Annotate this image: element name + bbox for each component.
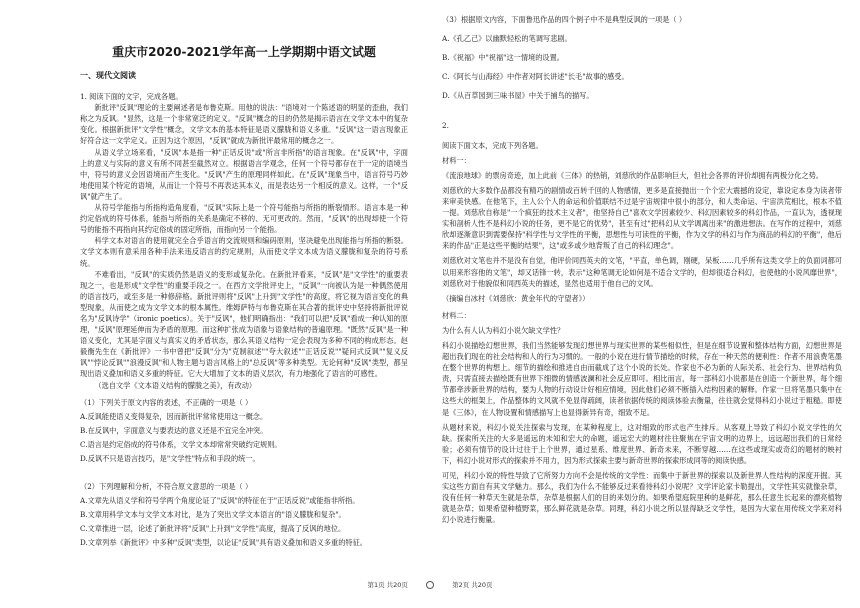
footer-page-left: 第1页 共20页 (367, 581, 408, 589)
circle-icon (426, 581, 434, 589)
document-title: 重庆市2020-2021学年高一上学期期中语文试题 (112, 45, 376, 59)
material-paragraph: 科幻小说描绘幻想世界，我们当然能够发现幻想世界与现实世界的某些相似性，但是在细节设置和整体结构方面，幻想世界是超出我们现在的社会结构和人的行为习惯的。一般的小说在进行情节描绘的时候，存在一种天然的便利性：作者不用浪费笔墨在整个世界的构想上。细节的描绘和推进自由而截成了这个小说的长处。作家也不必为新的人际关系、社会行为、世界结构负责，只需直接去描绘既有世界下细微的情感波澜和社会反应即可。相比而言，每一部科幻小说都是在创造一个新世界，每个细节都牵涉新世界的结构，要为人物的行动设计好相应情境，因此他们必须不断插入结构因素的解释。作家一旦将笔墨只集中在这些大的框架上，作品整体的文风就不免显得疏阔，读者依据传统的阅读体验去衡量，往往就会觉得科幻小说过于粗糙。即使是《三体》，在人物设置和情感描写上也显得新异有奇，细致不足。 (442, 340, 842, 417)
option-d: D.反讽不只是语言技巧，是"文学性"特点和手段的统一。 (80, 454, 260, 463)
option-d: D.文章列举《新批评》中多种"反讽"类型，以论证"反讽"具有语义叠加和语义多重的特征。 (80, 538, 367, 548)
material-paragraph: 《流浪地球》的票房奇迹，加上此前《三体》的热销，刘慈欣的作品影响巨大，但社会各界的评价却拥有两极分化之势。 (442, 170, 823, 180)
passage-source: （选自文学《文本语义结构的朦胧之美》，有改动） (94, 380, 257, 390)
material-source: （摘编自冰村《刘慈欣：黄金年代的守望者》） (442, 293, 590, 303)
option-a: A.《孔乙己》以幽默轻松的笔调写悲剧。 (442, 34, 572, 44)
passage-paragraph: 从语义学立场来看，"反讽"本是指一种"正话反说"或"所言非所指"的语言现象。在"反讽"中，字面上的意义与实际的意义有所不同甚至截然对立。根据语言学观念，任何一个符号都存在于一定的语境当中，符号的意义会因语境而产生变化。"反讽"产生的原理同样如此。在"反讽"现象当中，语言符号巧妙地使用某个特定的语境，从而让一个符号不再表达其本义，而是表达另一个相反的意义。这样，一个"反讽"就产生了。 (80, 147, 408, 201)
option-c: C.语言是约定俗成的符号体系，文学文本却常常突破约定规则。 (80, 439, 282, 449)
page-footer (0, 580, 860, 589)
option-c: C.文章推进一层，论述了新批评将"反讽"上升到"文学性"高度，提高了反讽的地位。 (80, 524, 346, 534)
option-c: C.《阿长与山海经》中作者对阿长讲述"长毛"故事的感受。 (442, 72, 629, 82)
material-paragraph: 可见，科幻小说的特性导致了它所努力方向不会是传统的文学性：而集中于新世界的探索以及新世界人性结构的深度开掘。其实这些方面自有其文学魅力。那么，我们为什么不能够反过来看待科幻小说呢？文学评论家卡勒提出，文学性其实就像杂草，没有任何一种草天生就是杂草，杂草是根据人们的目的来划分的。如果希望庭院里种的是鲜花，那么任意生长起来的漂亮植物就是杂草；如果希望种植野菜，那么鲜花就是杂草。同理，科幻小说之所以显得缺乏文学性，是因为大家在用传统文学来对科幻小说进行衡量。 (442, 471, 842, 525)
question-2-number: 2. (442, 121, 449, 131)
sub-question-2: （2）下列理解和分析，不符合原文意思的一项是（ ） (80, 482, 253, 492)
material-1-label: 材料一： (442, 155, 471, 165)
material-paragraph: 刘慈欣的大多数作品都没有精巧的剧情或百转千回的人物感情，更多是直接抛出一个个宏大震撼的设定，靠设定本身为读者带来审美快感。在他笔下，主人公个人的命运和价值联结不过是宇宙规律中很小的部分，和人类命运、宇宙洪荒相比，根本不值一提。刘慈欣自称是"一个疯狂的技术主义者"，他坚持自己"喜欢文学因素较少、科幻因素较多的科幻作品，一直认为，透视现实和剖析人性不是科幻小说的任务，更不是它的优势"，甚至有过"把科幻从文学调离出来"的激进想法。在写作的过程中，刘慈欣却逐渐意识到需要保持"科学性与文学性的平衡，思想性与可读性的平衡，作为文学的科幻与作为商品的科幻的平衡"，他后来的作品"正是这些平衡的结果"，这"或多或少地背叛了自己的科幻理念"。 (442, 185, 842, 251)
section-heading: 一、现代文阅读 (80, 71, 136, 80)
sub-question-1: （1）下列关于原文内容的表述，不正确的一项是（ ） (80, 397, 253, 407)
material-2-question: 为什么有人认为科幻小说欠缺文学性？ (442, 325, 565, 335)
footer-page-right: 第2页 共20页 (452, 581, 493, 589)
option-a: A.反讽能使语义变得复杂，因而新批评常常使用这一概念。 (80, 411, 268, 421)
question-1-intro: 1. 阅读下面的文字，完成各题。 (80, 92, 183, 102)
option-d: D.《从百草园到三味书屋》中关于捕鸟的描写。 (442, 91, 594, 101)
sub-question-3: （3）根据原文内容，下面鲁迅作品的四个例子中不是典型反讽的一项是（ ） (442, 15, 687, 24)
option-b: B.《祝福》中"祝福"这一情境的设置。 (442, 53, 564, 63)
question-2-intro: 阅读下面文本，完成下列各题。 (442, 140, 543, 150)
material-paragraph: 刘慈欣对文笔也并不是没有自觉，他评价同西英夫的文笔，"平直，单色调，刚硬，呆板……几乎所有这类文学上的负面词都可以用来形容他的文笔"，却又话锋一转，表示"这种笔调无论如何是不适合文学的，但却很适合科幻，也使他的小说风靡世界"，刘慈欣对于他貌似和同西英夫的描述，显然也适用于他自己的文风。 (442, 256, 842, 288)
option-b: B.文章用科学文本与文学文本对比，是为了突出文学文本语言的"语义朦胧和复杂"。 (80, 510, 346, 520)
option-b: B.在反讽中，字面意义与要表达的意义还是不宜完全冲突。 (80, 425, 268, 435)
material-2-label: 材料二： (442, 310, 471, 320)
material-paragraph: 从题材来说，科幻小说关注探索与发现，在某种程度上，这对细致的形式也产生排斥。从客观上导致了科幻小说文学性的欠缺。探索所关注的大多是遥远的未知和宏大的命题，遥远宏大的题材往往聚焦在宇宙文明的边界上，远远超出我们的日常经验；必须有情节的设计过往于上个世界，通过星系、维度世界、新奇未来，不断穿越……在这些或现实或奇幻的题材的映衬下，科幻小说对形式的探索并不用力，因为形式探索主要与新奇世界的探索形成同等的阅读快感。 (442, 422, 842, 465)
passage-paragraph: 新批评"反讽"理论的主要阐述者是布鲁克斯。用他的说法："语境对一个陈述语的明显的歪曲，我们称之为反讽。"显然，这是一个非常宽泛的定义。"反讽"概念的目的仍然是揭示语言在文学文本中的复杂变化。根据新批评"文学性"概念，文学文本的基本特征是语义朦胧和语义多重。"反讽"这一语言现象正好符合这一文学定义。正因为这个原因，"反讽"就成为新批评最常用的概念之一。 (80, 103, 408, 146)
option-a: A.文章先从语义学和符号学两个角度论证了"反讽"的特征在于"正话反说"或能指非所指。 (80, 496, 360, 506)
right-page (430, 0, 860, 608)
passage-paragraph: 不难看出，"反讽"的实质仍然是语义的变形或复杂化。在新批评看来，"反讽"是"文学性"的重要表现之一，也是形成"文学性"的重要手段之一。在西方文学批评史上，"反讽"一向被认为是一种偶然使用的语言技巧，或至多是一种修辞格。新批评则将"反讽"上升到"文学性"的高度，将它视为语言变化的典型现象，从而使之成为文学文本的根本属性。维姆萨特与布鲁克斯在其合著的批评史中坚持将新批评说名为"反讽诗学"（ironic poetics）。关于"反讽"，他们明确指出："我们可以把"反讽"看成一种认知的原理，"反讽"原理延伸而为矛盾的原理。而这种扩张成为语象与语象结构的普遍原理。"既然"反讽"是一种语义变化，尤其是字面义与真实义的矛盾状态，那么其语义结构一定会表现为多种不同的构成形态。赵毅衡先生在《新批评》一书中曾把"反讽"分为"克制叙述""夸大叙述""正话反说""疑问式反讽""复义反讽""悖论反讽""浪漫反讽"和人物主题与语言风格上的"总反讽"等多种类型。无论何种"反讽"类型，都呈现出语义叠加和语义多重的特征。它大大增加了文本的语义层次，有力地强化了语言的可感性。 (80, 269, 408, 379)
passage-paragraph: 科学文本对语言的使用就完全合乎语言的交流规则和编码原则，坚决避免出现能指与所指的断裂。文学文本则有意采用各种手法来违反语言的约定规则，从而使文学文本成为语义朦胧和复杂的符号系统。 (80, 236, 408, 268)
passage-paragraph: 从符号学能指与所指构造角度看，"反讽"实际上是一个符号能指与所指的断裂情形。语言本是一种约定俗成的符号体系，能指与所指的关系是确定不移的、无可更改的。然而，"反讽"的出现却使一个符号的能指不再指向其约定俗成的固定所指，而指向另一个能指。 (80, 203, 408, 235)
